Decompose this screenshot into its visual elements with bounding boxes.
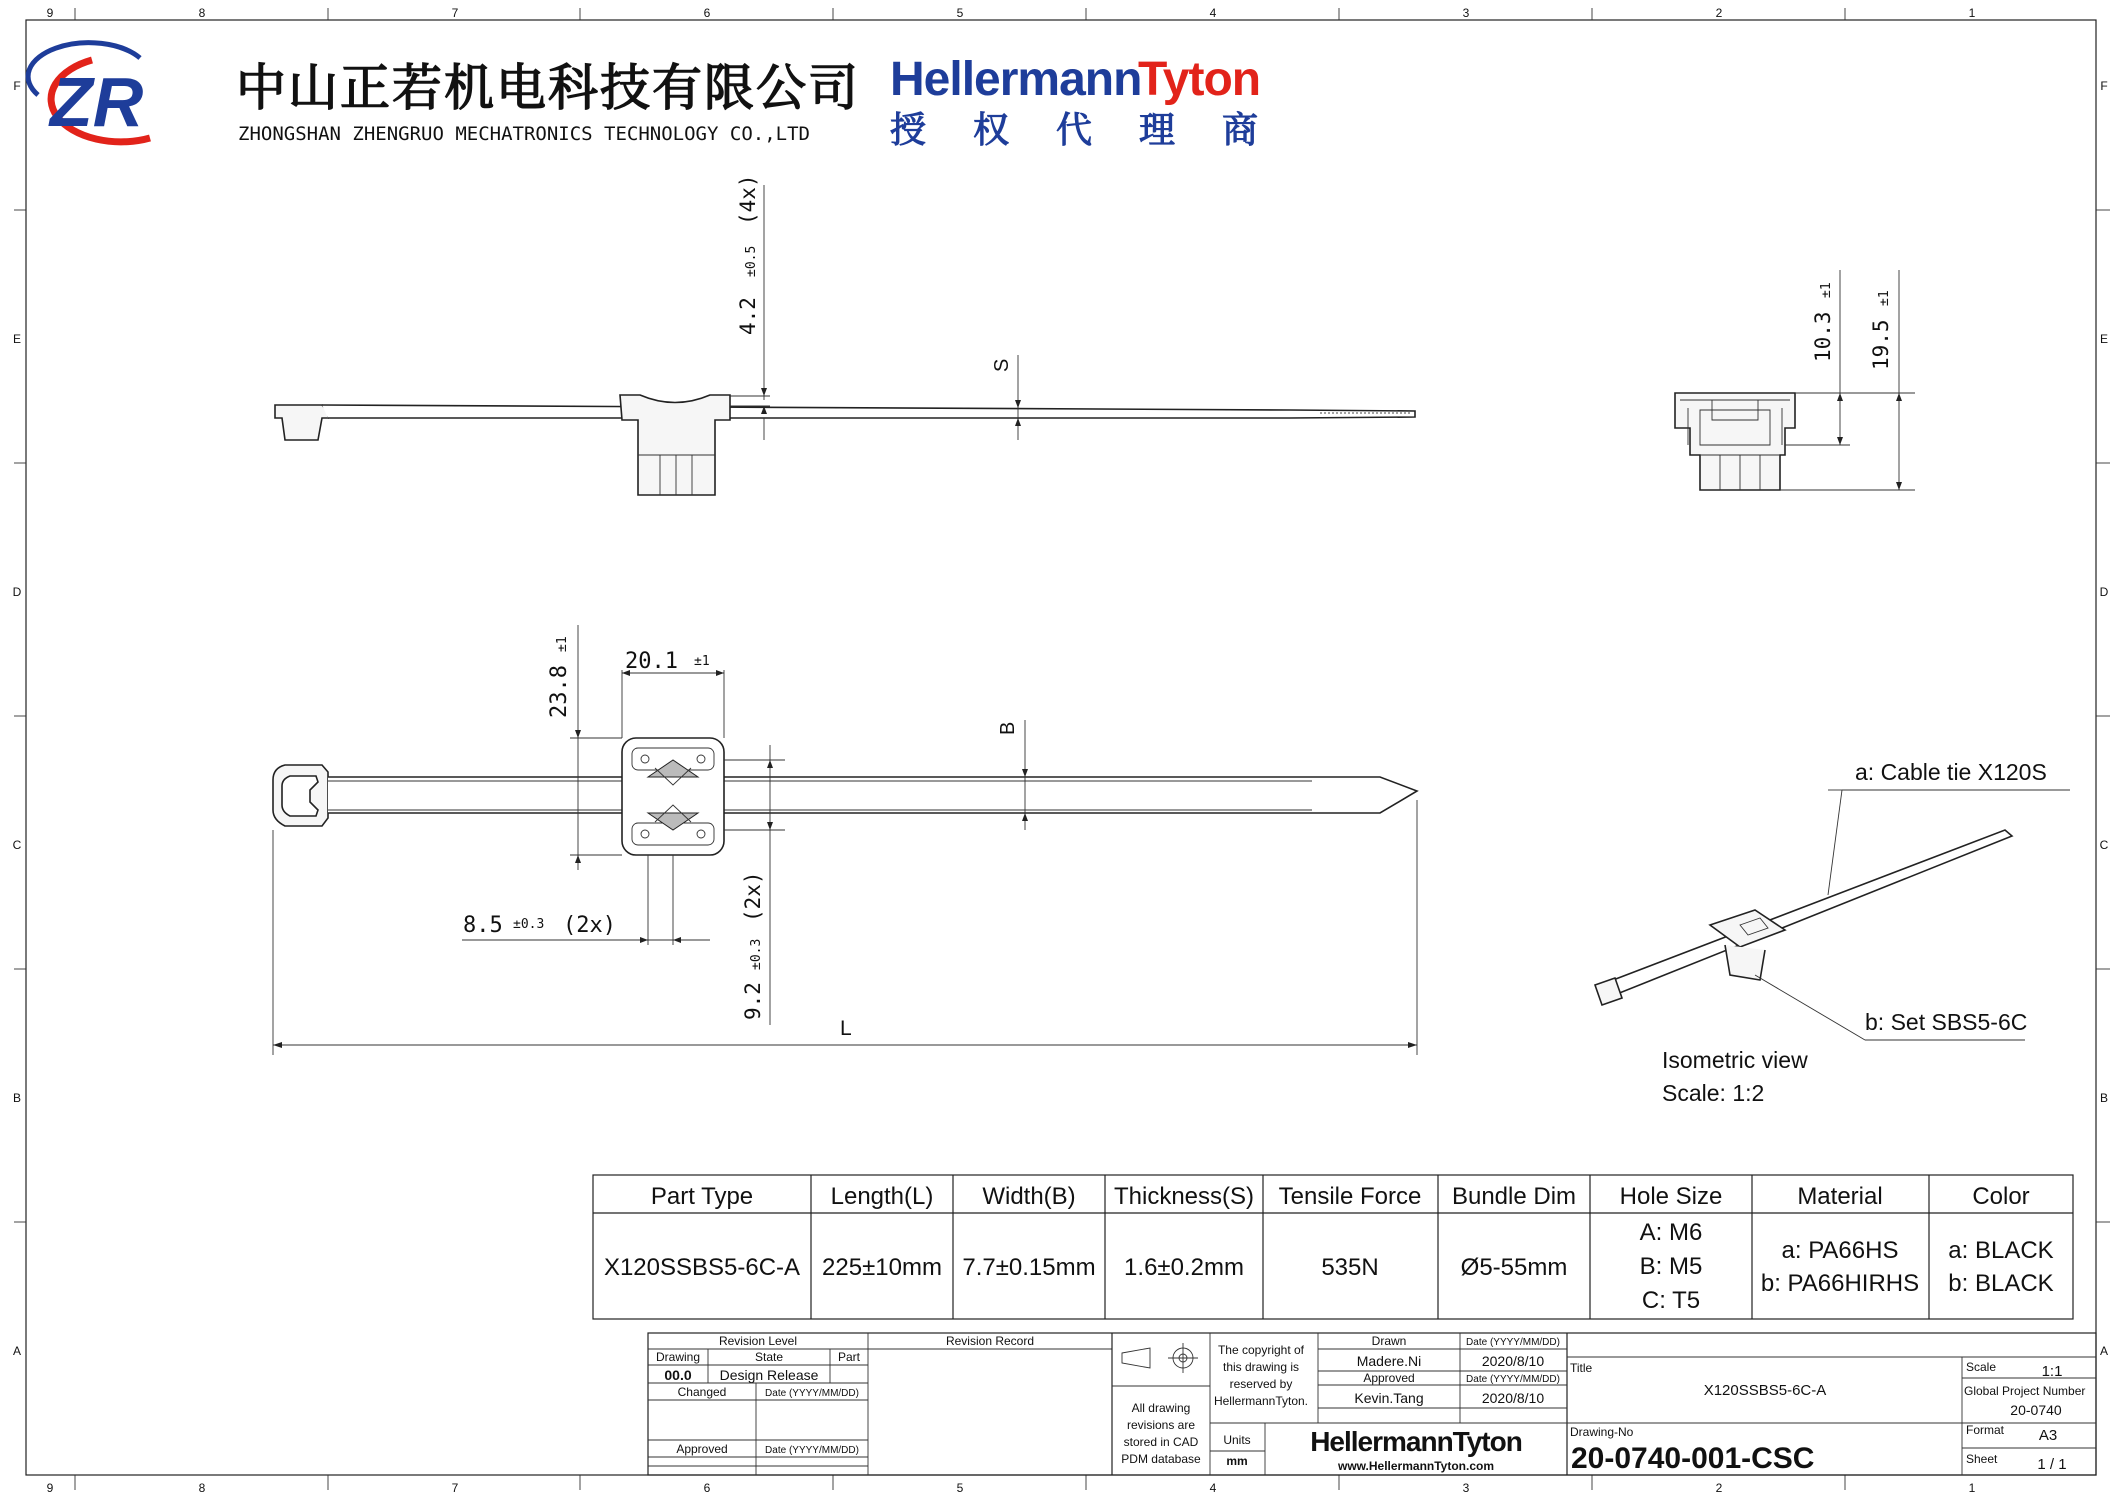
top-view bbox=[273, 625, 1417, 1055]
spec-cell-width: 7.7±0.15mm bbox=[962, 1254, 1096, 1281]
tb-revision-level: Revision Level bbox=[718, 1334, 798, 1348]
col-label-1-bottom: 1 bbox=[1968, 1481, 1976, 1495]
col-label-7: 7 bbox=[451, 6, 459, 20]
col-label-4-bottom: 4 bbox=[1209, 1481, 1217, 1495]
agent-char-4: 理 bbox=[1139, 110, 1176, 151]
col-label-6: 6 bbox=[703, 6, 711, 20]
spec-header-thickness: Thickness(S) bbox=[1113, 1183, 1255, 1210]
side-view bbox=[275, 174, 1415, 495]
col-label-6-bottom: 6 bbox=[703, 1481, 711, 1495]
spec-cell-hole-b: B: M5 bbox=[1639, 1253, 1703, 1280]
hellermanntyton-logo-header bbox=[890, 53, 1260, 151]
side-clip bbox=[620, 395, 730, 495]
row-label-c: C bbox=[12, 838, 22, 852]
tb-gpn-value: 20-0740 bbox=[2010, 1402, 2062, 1418]
row-label-a-right: A bbox=[2099, 1344, 2109, 1358]
dim-top-9-2: 9.2 bbox=[741, 982, 765, 1020]
row-label-b-right: B bbox=[2099, 1091, 2109, 1105]
tb-sheet-label: Sheet bbox=[1966, 1452, 1998, 1466]
projection-symbol-cone bbox=[1122, 1348, 1150, 1368]
spec-header-color: Color bbox=[1972, 1183, 2030, 1210]
tb-ht-logo: HellermannTyton bbox=[1310, 1426, 1522, 1457]
dim-top-23-8-tol: ±1 bbox=[555, 636, 570, 652]
side-tie-strap bbox=[322, 405, 1415, 418]
spec-cell-part-type: X120SSBS5-6C-A bbox=[603, 1254, 801, 1281]
spec-cell-bundle: Ø5-55mm bbox=[1460, 1254, 1568, 1281]
agent-char-3: 代 bbox=[1056, 110, 1093, 151]
row-label-f-right: F bbox=[2100, 79, 2108, 93]
frame-columns-top bbox=[47, 6, 1976, 20]
dim-top-23-8: 23.8 bbox=[547, 665, 572, 718]
tb-gpn-label: Global Project Number bbox=[1964, 1384, 2086, 1398]
end-view bbox=[1675, 270, 1915, 490]
spec-table bbox=[593, 1175, 2073, 1319]
tb-approved-label: Approved bbox=[676, 1442, 728, 1456]
tb-drawing-no: 20-0740-001-CSC bbox=[1571, 1442, 1815, 1475]
spec-header-hole: Hole Size bbox=[1619, 1183, 1723, 1210]
end-clip-body bbox=[1675, 393, 1795, 490]
dim-top-9-2-tol: ±0.3 bbox=[749, 938, 764, 970]
copyright-2: this drawing is bbox=[1222, 1360, 1300, 1374]
cad-note-2: revisions are bbox=[1126, 1418, 1196, 1432]
row-label-b: B bbox=[12, 1091, 22, 1105]
dim-side-4-2: 4.2 bbox=[736, 297, 760, 335]
col-label-9: 9 bbox=[46, 6, 54, 20]
row-label-e-right: E bbox=[2099, 332, 2109, 346]
ht-logo-hellermann: Hellermann bbox=[890, 53, 1142, 106]
cad-note-4: PDM database bbox=[1121, 1452, 1201, 1466]
tb-drawing-label: Drawing bbox=[655, 1350, 701, 1364]
units-value: mm bbox=[1226, 1454, 1248, 1468]
dim-top-l: L bbox=[840, 1017, 852, 1040]
dim-end-10-3: 10.3 bbox=[1811, 311, 1835, 362]
tb-drawn-date: 2020/8/10 bbox=[1481, 1353, 1545, 1369]
copyright-3: reserved by bbox=[1229, 1377, 1293, 1391]
tb-approved2-label: Approved bbox=[1363, 1371, 1415, 1385]
isometric-view bbox=[1595, 759, 2070, 1106]
tb-drawn-label: Drawn bbox=[1371, 1334, 1407, 1348]
dim-side-4-2-mult: (4x) bbox=[736, 174, 760, 225]
col-label-3-bottom: 3 bbox=[1462, 1481, 1470, 1495]
tb-sheet-value: 1 / 1 bbox=[2037, 1456, 2067, 1473]
dim-top-20-1-tol: ±1 bbox=[694, 654, 710, 669]
col-label-5: 5 bbox=[956, 6, 964, 20]
cad-note-3: stored in CAD bbox=[1123, 1435, 1199, 1449]
cad-note-1: All drawing bbox=[1131, 1401, 1191, 1415]
iso-scale: Scale: 1:2 bbox=[1662, 1080, 1765, 1106]
top-tie-strap bbox=[328, 777, 1417, 813]
company-name-en: ZHONGSHAN ZHENGRUO MECHATRONICS TECHNOLOGY CO.,LTD bbox=[238, 123, 810, 145]
dim-end-19-5: 19.5 bbox=[1869, 319, 1893, 370]
dim-end-10-3-tol: ±1 bbox=[1819, 282, 1834, 298]
tb-drawn-date-label: Date (YYYY/MM/DD) bbox=[1466, 1337, 1560, 1348]
col-label-3: 3 bbox=[1462, 6, 1470, 20]
ht-logo-tyton: Tyton bbox=[1138, 53, 1261, 106]
dim-end-19-5-tol: ±1 bbox=[1877, 290, 1892, 306]
tb-scale-value: 1:1 bbox=[2041, 1363, 2063, 1380]
dim-top-b: B bbox=[997, 721, 1019, 735]
row-label-d: D bbox=[12, 585, 22, 599]
tb-drawn-by: Madere.Ni bbox=[1356, 1353, 1422, 1369]
agent-char-5: 商 bbox=[1222, 110, 1259, 151]
tb-drawing-no-label: Drawing-No bbox=[1570, 1425, 1634, 1439]
col-label-2-bottom: 2 bbox=[1715, 1481, 1723, 1495]
spec-cell-tensile: 535N bbox=[1321, 1254, 1379, 1281]
tb-format-value: A3 bbox=[2038, 1427, 2058, 1444]
side-tie-head bbox=[275, 405, 328, 440]
frame-columns-bottom bbox=[47, 1475, 1976, 1495]
spec-cell-material-a: a: PA66HS bbox=[1781, 1237, 1899, 1264]
row-label-c-right: C bbox=[2099, 838, 2109, 852]
dim-top-8-5-tol: ±0.3 bbox=[513, 917, 545, 932]
tb-part-label: Part bbox=[837, 1350, 861, 1364]
spec-cell-hole-a: A: M6 bbox=[1639, 1219, 1703, 1246]
spec-header-bundle: Bundle Dim bbox=[1451, 1183, 1577, 1210]
tb-title-value: X120SSBS5-6C-A bbox=[1703, 1382, 1827, 1399]
tb-approved-date-label: Date (YYYY/MM/DD) bbox=[765, 1445, 859, 1456]
spec-header-part-type: Part Type bbox=[650, 1183, 754, 1210]
tb-changed-date-label: Date (YYYY/MM/DD) bbox=[765, 1388, 859, 1399]
dim-top-8-5-mult: (2x) bbox=[563, 913, 616, 938]
spec-cell-hole-c: C: T5 bbox=[1641, 1287, 1701, 1314]
dim-top-8-5: 8.5 bbox=[463, 913, 503, 938]
row-label-d-right: D bbox=[2099, 585, 2109, 599]
tb-revision-record: Revision Record bbox=[945, 1334, 1035, 1348]
company-name-cn: 中山正若机电科技有限公司 bbox=[236, 59, 860, 117]
col-label-1: 1 bbox=[1968, 6, 1976, 20]
tb-approved-date: 2020/8/10 bbox=[1481, 1390, 1545, 1406]
tb-changed-label: Changed bbox=[677, 1385, 727, 1399]
tb-title-label: Title bbox=[1570, 1361, 1593, 1375]
dim-side-s: S bbox=[991, 358, 1013, 372]
col-label-2: 2 bbox=[1715, 6, 1723, 20]
frame-rows bbox=[13, 79, 2110, 1358]
dim-top-20-1: 20.1 bbox=[625, 649, 678, 674]
col-label-9-bottom: 9 bbox=[46, 1481, 54, 1495]
iso-tie-strap bbox=[1600, 830, 2012, 996]
tb-state-value: Design Release bbox=[719, 1367, 819, 1383]
spec-cell-thickness: 1.6±0.2mm bbox=[1124, 1254, 1244, 1281]
col-label-8-bottom: 8 bbox=[198, 1481, 206, 1495]
iso-title: Isometric view bbox=[1662, 1047, 1808, 1073]
agent-char-2: 权 bbox=[973, 110, 1010, 151]
spec-header-material: Material bbox=[1797, 1183, 1883, 1210]
tb-approved2-date-label: Date (YYYY/MM/DD) bbox=[1466, 1374, 1560, 1385]
row-label-e: E bbox=[12, 332, 22, 346]
tb-state-label: State bbox=[754, 1350, 784, 1364]
zr-logo-text: ZR bbox=[50, 63, 144, 141]
row-label-a: A bbox=[12, 1344, 22, 1358]
top-clip bbox=[622, 738, 724, 855]
spec-cell-color-a: a: BLACK bbox=[1948, 1237, 2054, 1264]
tb-scale-label: Scale bbox=[1966, 1360, 1997, 1374]
dim-top-9-2-mult: (2x) bbox=[741, 871, 765, 922]
tb-drawing-value: 00.0 bbox=[664, 1367, 692, 1383]
copyright-4: HellermannTyton. bbox=[1213, 1394, 1309, 1408]
spec-cell-color-b: b: BLACK bbox=[1948, 1270, 2054, 1297]
iso-label-b: b: Set SBS5-6C bbox=[1865, 1009, 2028, 1035]
spec-cell-length: 225±10mm bbox=[822, 1254, 942, 1281]
row-label-f: F bbox=[13, 79, 21, 93]
col-label-4: 4 bbox=[1209, 6, 1217, 20]
units-label: Units bbox=[1223, 1433, 1251, 1447]
spec-cell-material-b: b: PA66HIRHS bbox=[1760, 1270, 1920, 1297]
col-label-7-bottom: 7 bbox=[451, 1481, 459, 1495]
dim-side-4-2-tol: ±0.5 bbox=[744, 245, 759, 277]
iso-label-a: a: Cable tie X120S bbox=[1855, 759, 2047, 785]
tb-approved-by: Kevin.Tang bbox=[1354, 1390, 1424, 1406]
spec-header-width: Width(B) bbox=[982, 1183, 1076, 1210]
tb-ht-url: www.HellermannTyton.com bbox=[1337, 1459, 1495, 1473]
copyright-1: The copyright of bbox=[1217, 1343, 1305, 1357]
col-label-8: 8 bbox=[198, 6, 206, 20]
col-label-5-bottom: 5 bbox=[956, 1481, 964, 1495]
agent-char-1: 授 bbox=[890, 110, 927, 151]
tb-format-label: Format bbox=[1966, 1423, 2005, 1437]
spec-header-length: Length(L) bbox=[830, 1183, 934, 1210]
zr-logo bbox=[28, 43, 150, 142]
spec-header-tensile: Tensile Force bbox=[1278, 1183, 1422, 1210]
title-block bbox=[648, 1333, 2096, 1475]
